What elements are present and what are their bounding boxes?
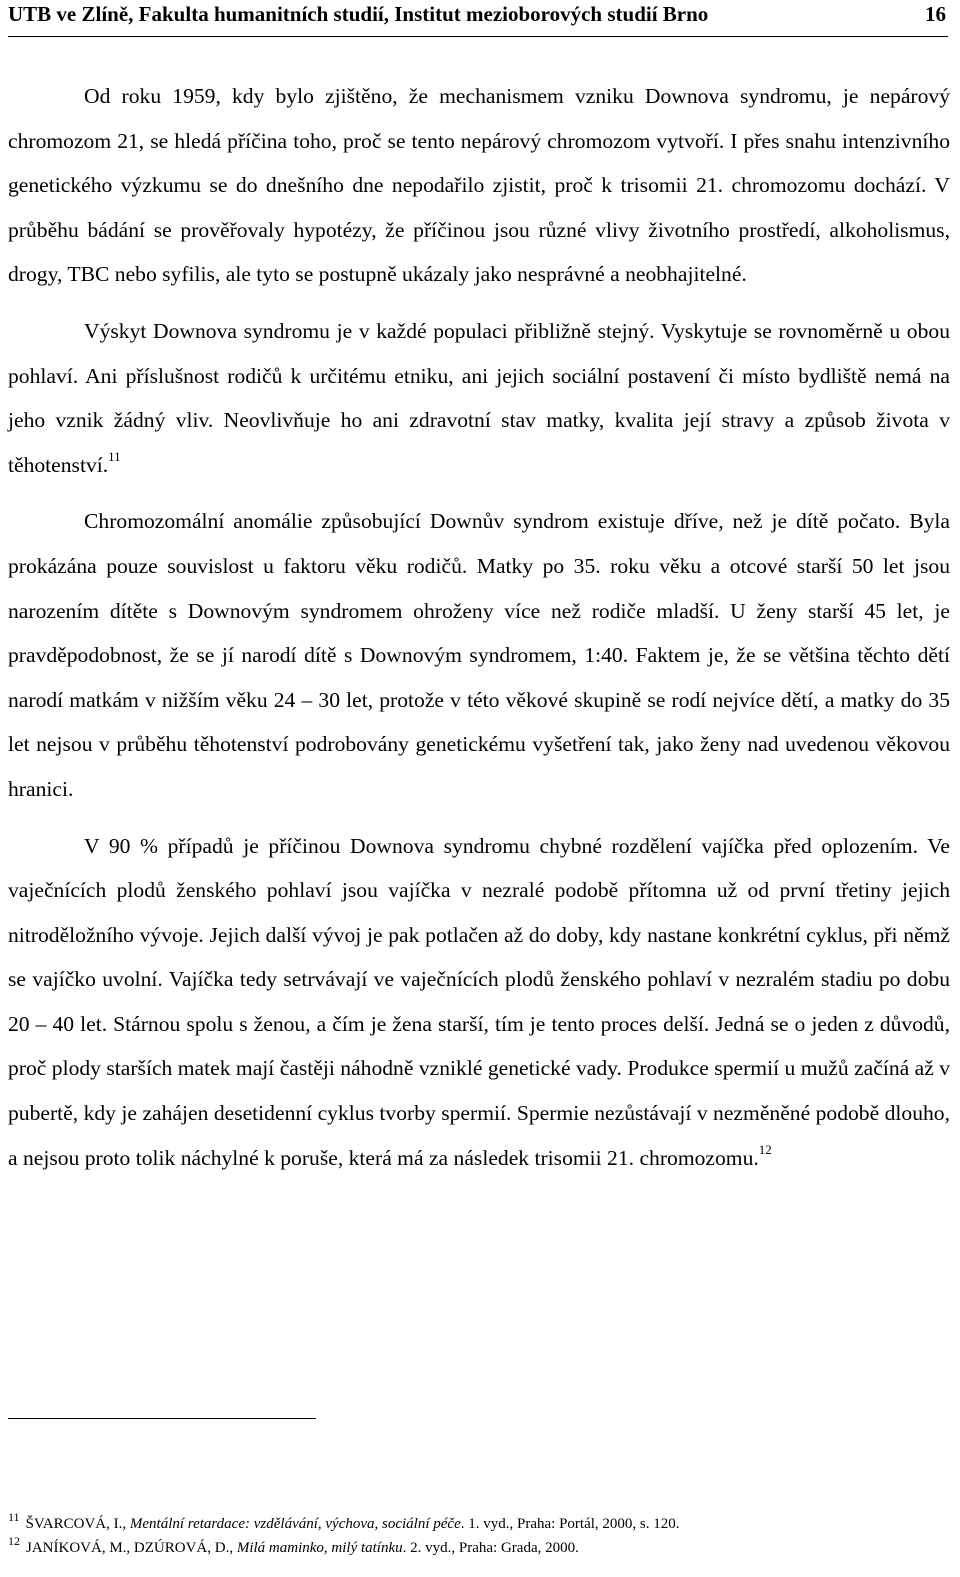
footnote (8, 1536, 950, 1560)
paragraph (8, 499, 950, 811)
footnote-title: Mentální retardace: vzdělávání, výchova, sociální péče (129, 1516, 461, 1532)
paragraph-text: Chromozomální anomálie způsobující Downův syndrom existuje dříve, než je dítě počato. Byla prokázána pouze souvislost u faktoru věku rodičů. Matky po 35. roku věku a otcové starší 50 let jsou narozením dítěte s Downovým syndromem ohroženy více než rodiče mladší. U ženy starší 45 let, je pravděpodobnost, že se jí narodí dítě s Downovým syndromem, 1:40. Faktem je, že se většina těchto dětí narodí matkám v nižším věku 24 – 30 let, protože v této věkové skupině se rodí nejvíce dětí, a matky do 35 let nejsou v průběhu těhotenství podrobovány genetickému vyšetření tak, jako ženy nad uvedenou věkovou hranici. (8, 509, 950, 801)
paragraph-text: Od roku 1959, kdy bylo zjištěno, že mechanismem vzniku Downova syndromu, je nepárový chromozom 21, se hledá příčina toho, proč se tento nepárový chromozom vytvoří. I přes snahu intenzivního genetického výzkumu se do dnešního dne nepodařilo zjistit, proč k trisomii 21. chromozomu dochází. V průběhu bádání se prověřovaly hypotézy, že příčinou jsou různé vlivy životního prostředí, alkoholismus, drogy, TBC nebo syfilis, ale tyto se postupně ukázaly jako nesprávné a neobhajitelné. (8, 84, 950, 287)
paragraph (8, 309, 950, 487)
footnote-separator (8, 1418, 316, 1419)
footnote-details: . 2. vyd., Praha: Grada, 2000. (402, 1540, 579, 1556)
paragraph (8, 74, 950, 297)
page-number: 16 (925, 2, 946, 26)
footnote (8, 1512, 950, 1536)
footnote-author: JANÍKOVÁ, M., DZÚROVÁ, D., (26, 1540, 237, 1556)
footnote-details: . 1. vyd., Praha: Portál, 2000, s. 120. (460, 1516, 680, 1532)
footnote-title: Milá maminko, milý tatínku (236, 1540, 403, 1556)
footnote-ref[interactable]: 12 (758, 1141, 772, 1157)
footnote-author: ŠVARCOVÁ, I., (25, 1516, 130, 1532)
paragraph (8, 824, 950, 1181)
footnote-number: 11 (8, 1510, 20, 1524)
footnotes (8, 1512, 950, 1560)
paragraph-text: V 90 % případů je příčinou Downova syndromu chybné rozdělení vajíčka před oplozením. Ve vaječnících plodů ženského pohlaví jsou vajíčka v nezralé podobě přítomna už od první třetiny jejich nitroděložního vývoje. Jejich další vývoj je pak potlačen až do doby, kdy nastane konkrétní cyklus, při němž se vajíčko uvolní. Vajíčka tedy setrvávají ve vaječnících plodů ženského pohlaví v nezralém stadiu po dobu 20 – 40 let. Stárnou spolu s ženou, a čím je žena starší, tím je tento proces delší. Jedná se o jeden z důvodů, proč plody starších matek mají častěji náhodně vzniklé genetické vady. Produkce spermií u mužů začíná až v pubertě, kdy je zahájen desetidenní cyklus tvorby spermií. Spermie nezůstávají v nezměněné podobě dlouho, a nejsou proto tolik náchylné k poruše, která má za následek trisomii 21. chromozomu. (8, 833, 950, 1170)
header-title: UTB ve Zlíně, Fakulta humanitních studií, Institut mezioborových studií Brno (8, 2, 709, 26)
page-header (8, 0, 948, 37)
body-text (8, 74, 950, 1180)
paragraph-text: Výskyt Downova syndromu je v každé populaci přibližně stejný. Vyskytuje se rovnoměrně u obou pohlaví. Ani příslušnost rodičů k určitému etniku, ani jejich sociální postavení či místo bydliště nemá na jeho vznik žádný vliv. Neovlivňuje ho ani zdravotní stav matky, kvalita její stravy a způsob života v těhotenství. (8, 318, 950, 477)
footnote-number: 12 (8, 1534, 20, 1548)
footnote-ref[interactable]: 11 (108, 448, 121, 464)
